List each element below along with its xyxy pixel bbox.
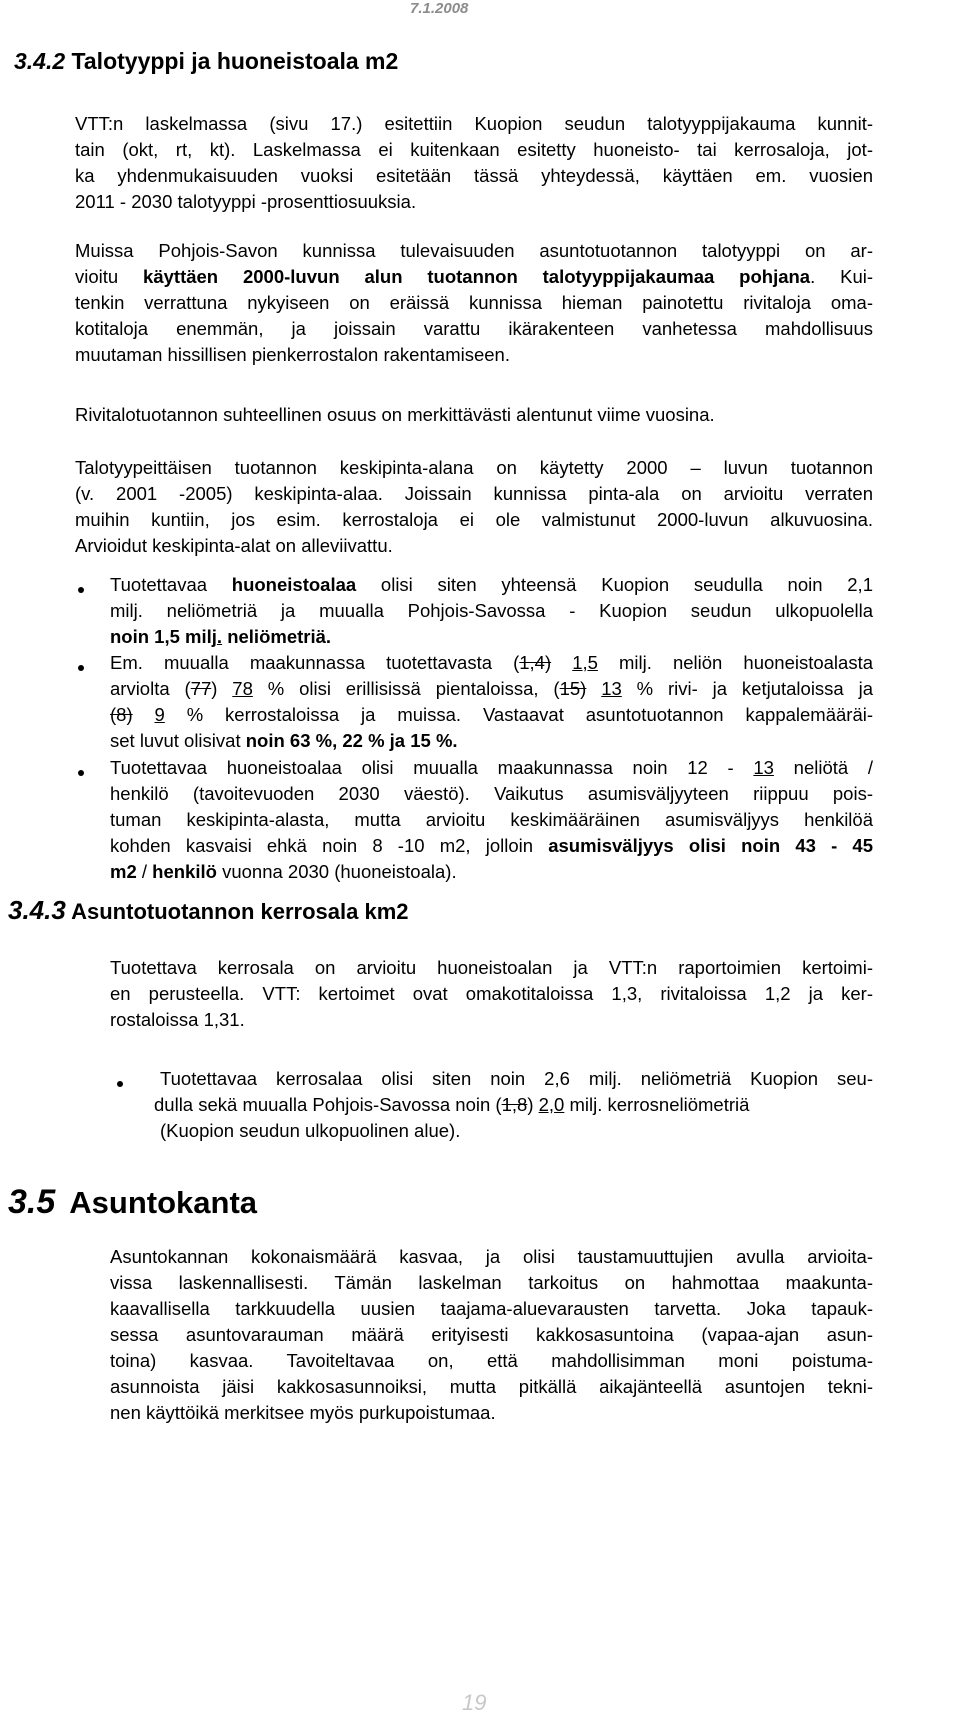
- text-run: neliötä /: [773, 757, 874, 778]
- section-title: Asuntotuotannon kerrosala km2: [71, 899, 409, 924]
- paragraph-6: [110, 1244, 873, 1426]
- paragraph-5: [110, 955, 873, 1033]
- text-line: Muissa Pohjois-Savon kunnissa tulevaisuuden asuntotuotannon talotyyppi on ar-: [75, 240, 873, 261]
- section-number: 3.4.2: [14, 48, 66, 74]
- text-run: % olisi erillisissä pientaloissa, (: [252, 678, 560, 699]
- text-run-underlined: .: [216, 626, 223, 647]
- text-line: asunnoista jäisi kakkosasunnoiksi, mutta pitkällä aikajänteellä asuntojen tekni-: [110, 1376, 873, 1397]
- bullet-item-1: [110, 572, 873, 650]
- text-line: milj. neliömetriä ja muualla Pohjois-Savossa - Kuopion seudun ulkopuolella: [110, 600, 873, 621]
- paragraph-3: [75, 402, 873, 428]
- bullet-item-2: [110, 650, 873, 754]
- text-run: dulla sekä muualla Pohjois-Savossa noin (: [154, 1094, 502, 1115]
- paragraph-2: [75, 238, 873, 368]
- text-line: muihin kuntiin, jos esim. kerrostaloja ei ole valmistunut 2000-luvun alkuvuosina.: [75, 509, 873, 530]
- text-run-bold: käyttäen 2000-luvun alun tuotannon talotyyppijakaumaa pohjana: [143, 266, 811, 287]
- paragraph-1: [75, 111, 873, 215]
- text-run-bold: noin 1,5 milj: [110, 626, 217, 647]
- text-run-struck: 15): [559, 678, 587, 699]
- text-run-underlined: 2,0: [538, 1094, 565, 1115]
- text-line: ka yhdenmukaisuuden vuoksi esitetään tässä yhteydessä, käyttäen em. vuosien: [75, 165, 873, 186]
- text-run: milj. neliön huoneistoalasta: [597, 652, 874, 673]
- section-heading-35: [8, 1183, 257, 1222]
- bullet-item-3: [110, 755, 873, 885]
- text-line: Tuotettava kerrosala on arvioitu huoneistoalan ja VTT:n raportoimien kertoimi-: [110, 957, 873, 978]
- text-run-underlined: 13: [753, 757, 774, 778]
- text-run: [551, 652, 572, 673]
- bullet-item-4: [154, 1066, 873, 1144]
- header-date: 7.1.2008: [410, 0, 469, 17]
- text-line: muutaman hissillisen pienkerrostalon rakentamiseen.: [75, 344, 510, 365]
- text-line: Rivitalotuotannon suhteellinen osuus on merkittävästi alentunut viime vuosina.: [75, 404, 715, 425]
- bullet-icon: [78, 665, 84, 671]
- text-line: [110, 833, 873, 859]
- section-number: 3.4.3: [8, 895, 66, 925]
- text-line: Asuntokannan kokonaismäärä kasvaa, ja olisi taustamuuttujien avulla arvioita-: [110, 1246, 873, 1267]
- text-run: % rivi- ja ketjutaloissa ja: [621, 678, 873, 699]
- text-run-struck: 77: [190, 678, 212, 699]
- text-run: milj. kerrosneliömetriä: [564, 1094, 750, 1115]
- text-line: henkilö (tavoitevuoden 2030 väestö). Vaikutus asumisväljyyteen riippuu pois-: [110, 783, 873, 804]
- text-line: [154, 1092, 873, 1118]
- text-line: tuman keskipinta-alasta, mutta arvioitu keskimääräinen asumisväljyys henkilöä: [110, 809, 873, 830]
- text-run-bold: noin 63 %, 22 % ja 15 %.: [245, 730, 458, 751]
- text-line: [110, 859, 873, 885]
- text-run: set luvut olisivat: [110, 730, 246, 751]
- text-run-bold: m2: [110, 861, 137, 882]
- text-run-underlined: 13: [601, 678, 622, 699]
- text-run-bold: huoneistoalaa: [231, 574, 357, 595]
- text-line: [110, 572, 873, 598]
- text-line: [110, 676, 873, 702]
- text-run-struck: 1,8: [501, 1094, 528, 1115]
- page-number: 19: [462, 1690, 487, 1715]
- text-line: tain (okt, rt, kt). Laskelmassa ei kuitenkaan esitetty huoneisto- tai kerrosaloja, jot-: [75, 139, 873, 160]
- text-line: [110, 728, 873, 754]
- section-title: Talotyyppi ja huoneistoala m2: [71, 48, 399, 74]
- text-line: kaavallisella tarkkuudella uusien taajama-aluevarausten tarvetta. Joka tapauk-: [110, 1298, 873, 1319]
- text-run-underlined: 1,5: [572, 652, 598, 673]
- text-line: Arvioidut keskipinta-alat on alleviivattu.: [75, 535, 393, 556]
- text-line: nen käyttöikä merkitsee myös purkupoistumaa.: [110, 1402, 496, 1423]
- text-line: [110, 650, 873, 676]
- text-line: 2011 - 2030 talotyyppi -prosenttiosuuksia.: [75, 191, 417, 212]
- text-run-struck: (8): [110, 704, 133, 725]
- text-line: vissa laskennallisesti. Tämän laskelman tarkoitus on hahmottaa maakunta-: [110, 1272, 873, 1293]
- text-run-underlined: 9: [154, 704, 165, 725]
- text-line: Talotyypeittäisen tuotannon keskipinta-alana on käytetty 2000 – luvun tuotannon: [75, 457, 873, 478]
- text-run: vioitu: [75, 266, 144, 287]
- section-heading-343: [8, 895, 409, 926]
- paragraph-4: [75, 455, 873, 559]
- section-title: Asuntokanta: [69, 1185, 258, 1220]
- text-line: [110, 702, 873, 728]
- text-line: kotitaloja enemmän, ja joissain varattu ikärakenteen vanhetessa mahdollisuus: [75, 318, 873, 339]
- text-run: ): [527, 1094, 539, 1115]
- text-run-bold: neliömetriä.: [222, 626, 332, 647]
- text-run-bold: henkilö: [152, 861, 217, 882]
- section-heading-342: [14, 48, 398, 75]
- text-run: Tuotettavaa: [110, 574, 232, 595]
- text-run: % kerrostaloissa ja muissa. Vastaavat asuntotuotannon kappalemääräi-: [164, 704, 874, 725]
- text-line: en perusteella. VTT: kertoimet ovat omakotitaloissa 1,3, rivitaloissa 1,2 ja ker-: [110, 983, 873, 1004]
- bullet-icon: [78, 587, 84, 593]
- text-run-underlined: 78: [232, 678, 253, 699]
- text-line: (v. 2001 -2005) keskipinta-alaa. Joissain kunnissa pinta-ala on arvioitu verraten: [75, 483, 873, 504]
- text-line: rostaloissa 1,31.: [110, 1009, 245, 1030]
- text-line: VTT:n laskelmassa (sivu 17.) esitettiin Kuopion seudun talotyyppijakauma kunnit-: [75, 113, 873, 134]
- text-line: [110, 755, 873, 781]
- text-run: [133, 704, 155, 725]
- text-run: . Kui-: [810, 266, 874, 287]
- text-run-bold: asumisväljyys olisi noin 43 - 45: [548, 835, 873, 856]
- section-number: 3.5: [8, 1183, 56, 1221]
- text-line: toina) kasvaa. Tavoiteltavaa on, että mahdollisimman moni poistuma-: [110, 1350, 873, 1371]
- text-run: vuonna 2030 (huoneistoala).: [216, 861, 457, 882]
- text-run: arviolta (: [110, 678, 191, 699]
- text-line: [75, 264, 873, 290]
- text-run: kohden kasvaisi ehkä noin 8 -10 m2, jolloin: [110, 835, 549, 856]
- text-line: tenkin verrattuna nykyiseen on eräissä kunnissa hieman painotettu rivitaloja oma-: [75, 292, 873, 313]
- bullet-icon: [117, 1081, 123, 1087]
- text-run: [586, 678, 601, 699]
- text-run: Tuotettavaa huoneistoalaa olisi muualla maakunnassa noin 12 -: [110, 757, 754, 778]
- text-run-struck: 1,4): [519, 652, 552, 673]
- text-run: ): [211, 678, 233, 699]
- text-run: Em. muualla maakunnassa tuotettavasta (: [110, 652, 520, 673]
- text-line: [110, 624, 873, 650]
- text-run: /: [136, 861, 153, 882]
- text-line: (Kuopion seudun ulkopuolinen alue).: [160, 1120, 461, 1141]
- bullet-icon: [78, 770, 84, 776]
- text-line: sessa asuntovarauman määrä erityisesti kakkosasuntoina (vapaa-ajan asun-: [110, 1324, 873, 1345]
- text-line: Tuotettavaa kerrosalaa olisi siten noin 2,6 milj. neliömetriä Kuopion seu-: [160, 1068, 873, 1089]
- text-run: olisi siten yhteensä Kuopion seudulla noin 2,1: [356, 574, 873, 595]
